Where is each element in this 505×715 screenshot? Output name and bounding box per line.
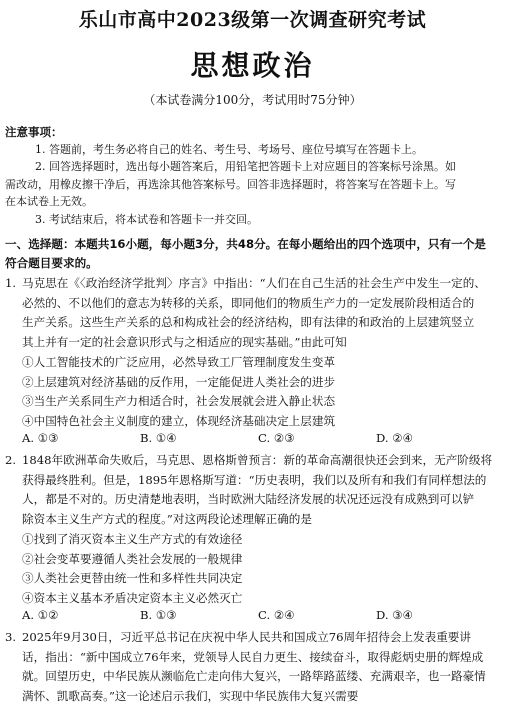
notice-item-1-text: 1. 答题前，考生务必将自己的姓名、考生号、考场号、座位号填写在答题卡上。 (35, 143, 423, 156)
notice-item-2-line-3: 在本试卷上无效。 (5, 195, 93, 208)
q2-choice-a: A. ①② (22, 608, 59, 623)
q1-option-4: ④中国特色社会主义制度的建立，体现经济基础决定上层建筑 (22, 413, 336, 428)
q1-option-1: ①人工智能技术的广泛应用，必然导致工厂管理制度发生变革 (22, 355, 336, 369)
question-1-line-1 (5, 274, 500, 294)
question-2-line-3: 人，都是不对的。历史清楚地表明，当时欧洲大陆经济发展的状况还远没有成熟到可以铲 (22, 492, 475, 507)
q1-choice-a: A. ①③ (22, 431, 59, 446)
question-number: 2. (5, 453, 17, 467)
question-3-line-3: 就。回望历史，中华民族从濒临危亡走向伟大复兴，一路筚路蓝缕、充满艰辛，也一路豪情 (22, 669, 486, 684)
q1-option-2: ②上层建筑对经济基础的反作用，一定能促进人类社会的进步 (22, 374, 336, 389)
q1-choices (22, 431, 502, 451)
question-2-text-1: 1848年欧洲革命失败后，马克思、恩格斯曾预言：新的革命高潮很快还会到来，无产阶级将 (22, 453, 493, 467)
q2-option-2: ②社会变革要遵循人类社会发展的一般规律 (22, 551, 243, 566)
notice-item-1 (5, 141, 497, 159)
question-1-line-4: 其上并有一定的社会意识形式与之相适应的现实基础。”由此可知 (22, 334, 347, 349)
question-3-line-1 (5, 628, 500, 648)
section-heading-line-2: 符合题目要求的。 (5, 256, 98, 270)
question-number: 3. (5, 630, 17, 644)
question-1-line-3: 生产关系。这些生产关系的总和构成社会的经济结构，即有法律的和政治的上层建筑竖立 (22, 315, 475, 330)
notice-item-2-line-2: 需改动，用橡皮擦干净后，再选涂其他答案标号。回答非选择题时，将答案写在答题卡上。写 (5, 177, 456, 191)
question-2-line-2: 获得最终胜利。但是，1895年恩格斯写道：“历史表明，我们以及所有和我们有同样想法的 (22, 472, 487, 487)
notice-item-3 (5, 211, 497, 229)
q1-choice-b: B. ①④ (140, 431, 177, 446)
question-1-text-1: 马克思在《〈政治经济学批判〉序言》中指出：“人们在自己生活的社会生产中发生一定的、 (22, 276, 486, 290)
notice-heading: 注意事项： (5, 125, 63, 139)
question-3-line-4: 满怀、凯歌高奏。”这一论述启示我们，实现中华民族伟大复兴需要 (22, 688, 359, 703)
question-2 (5, 451, 500, 529)
q2-option-4: ④资本主义基本矛盾决定资本主义必然灭亡 (22, 590, 243, 605)
q2-choices (22, 608, 502, 628)
q2-option-3: ③人类社会更替由统一性和多样性共同决定 (22, 571, 243, 586)
q1-choice-d: D. ②④ (376, 431, 414, 446)
section-heading (5, 235, 500, 273)
section-heading-line-1: 一、选择题：本题共16小题，每小题3分，共48分。在每小题给出的四个选项中，只有一个是 (5, 237, 486, 251)
question-3-line-2: 话，指出：“新中国成立76年来，党领导人民自力更生、接续奋斗，取得彪炳史册的辉煌成 (22, 649, 484, 664)
question-number: 1. (5, 276, 17, 290)
notice-item-2-text-1: 2. 回答选择题时，选出每小题答案后，用铅笔把答题卡上对应题目的答案标号涂黑。如 (35, 160, 456, 173)
question-1 (5, 274, 500, 352)
notice-item-2 (5, 158, 497, 176)
question-2-line-1 (5, 451, 500, 471)
notice-item-3-text: 3. 考试结束后，将本试卷和答题卡一并交回。 (35, 212, 258, 226)
q2-choice-c: C. ②④ (258, 608, 295, 623)
question-3-text-1: 2025年9月30日，习近平总书记在庆祝中华人民共和国成立76周年招待会上发表重要讲 (22, 630, 471, 644)
q1-option-3: ③当生产关系同生产力相适合时，社会发展就会进入静止状态 (22, 394, 336, 409)
q2-choice-d: D. ③④ (376, 608, 414, 623)
question-1-line-2: 必然的、不以他们的意志为转移的关系，即同他们的物质生产力的一定发展阶段相适合的 (22, 295, 475, 310)
question-2-line-4: 除资本主义生产方式的程度。”对这两段论述理解正确的是 (22, 511, 312, 526)
exam-title: 乐山市高中2023级第一次调查研究考试 (78, 9, 427, 31)
q1-choice-c: C. ②③ (258, 431, 295, 446)
question-3 (5, 628, 500, 706)
q2-choice-b: B. ①③ (140, 608, 177, 623)
subject-title: 思想政治 (190, 49, 315, 82)
score-time-note: （本试卷满分100分，考试用时75分钟） (143, 93, 362, 107)
q2-option-1: ①找到了消灭资本主义生产方式的有效途径 (22, 532, 243, 546)
